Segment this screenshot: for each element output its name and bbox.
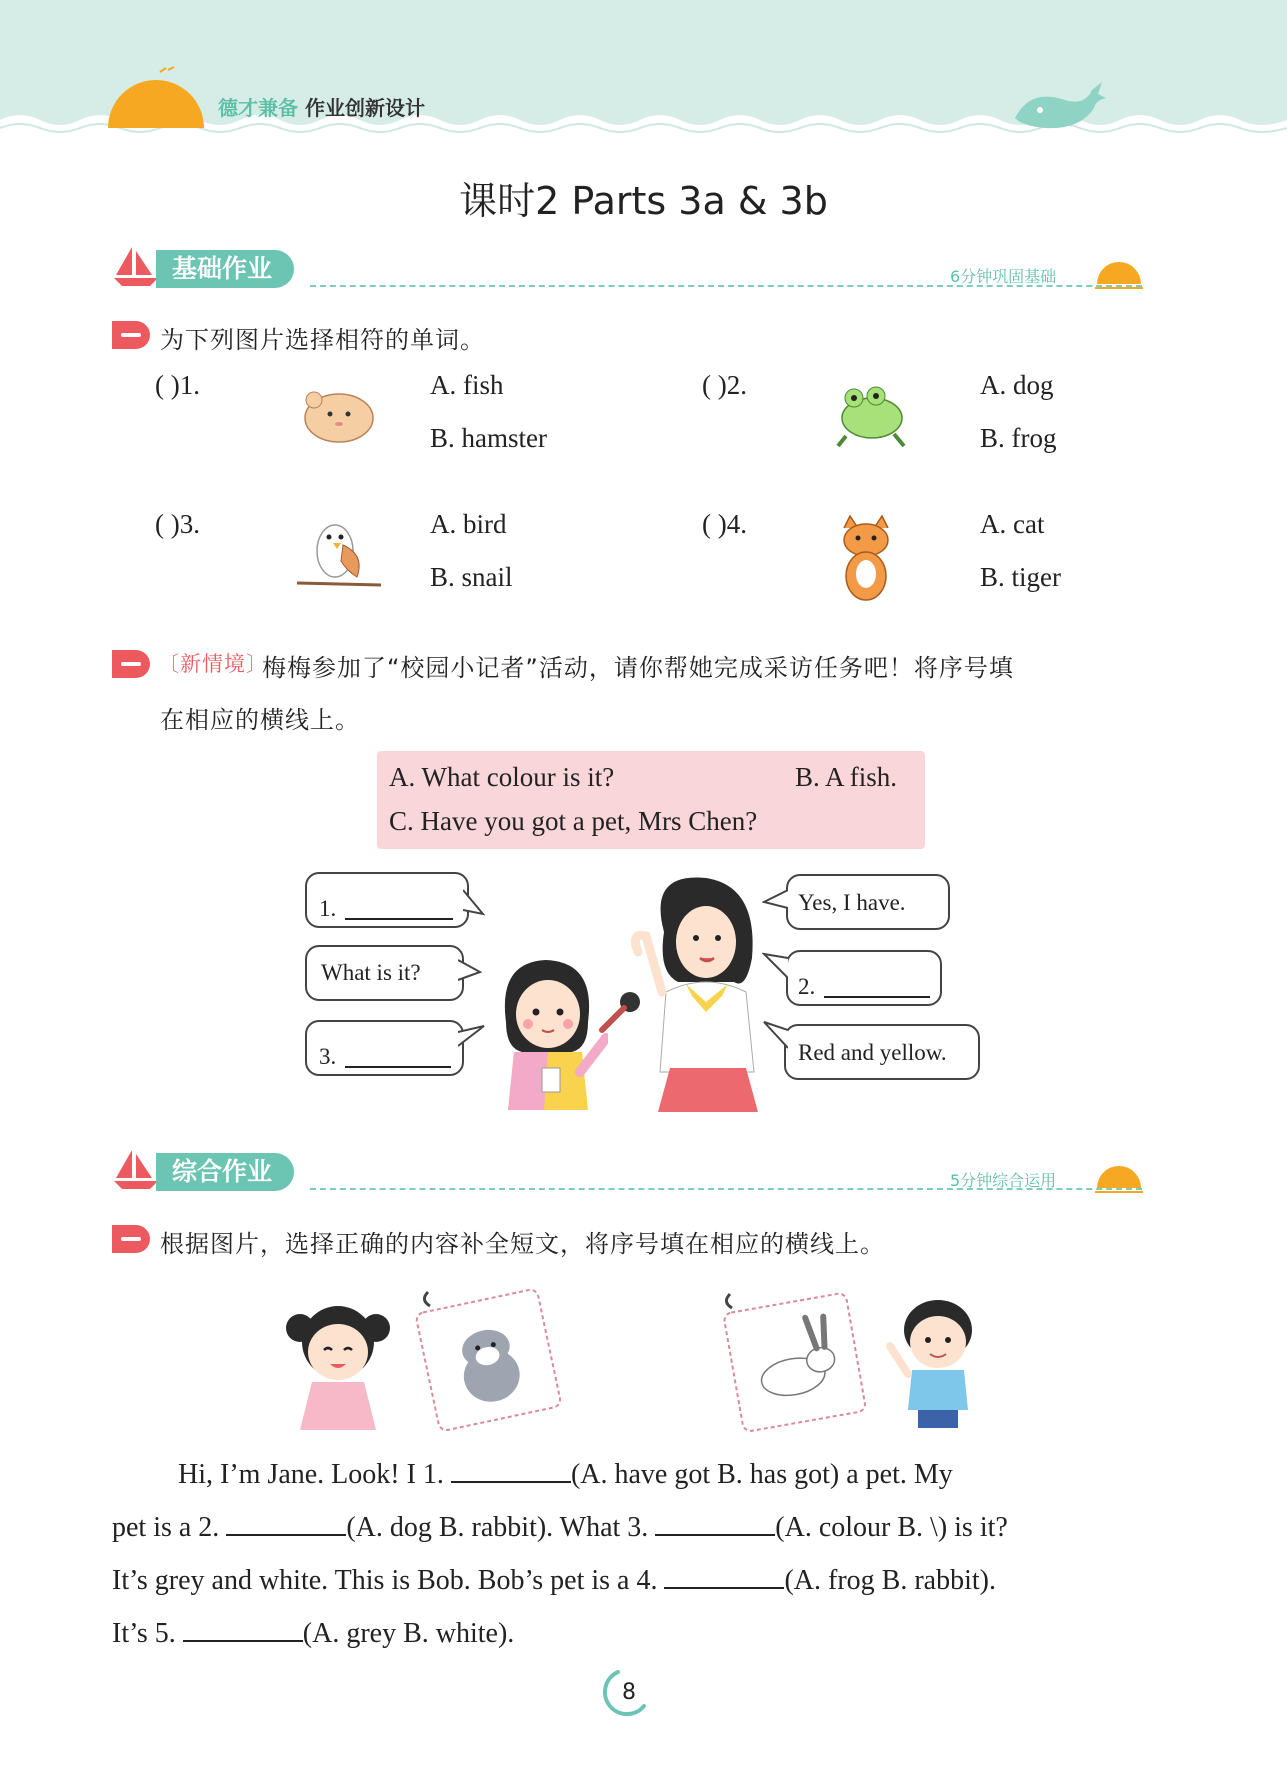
question-2-instruction-line2: 在相应的横线上。 <box>160 706 360 734</box>
passage-text: (A. dog B. rabbit). What 3. <box>346 1512 656 1543</box>
passage-line-1 <box>178 1448 1148 1501</box>
blank-4[interactable] <box>664 1561 784 1589</box>
bubble-tail <box>458 1024 486 1048</box>
small-sunset-icon <box>1093 254 1145 294</box>
speech-bubble-3 <box>305 1020 464 1076</box>
boy-bob-illustration <box>878 1290 988 1430</box>
passage-line-2 <box>112 1501 1152 1554</box>
passage-text: It’s 5. <box>112 1618 183 1649</box>
blank-1[interactable] <box>451 1455 571 1483</box>
girl-jane-illustration <box>282 1298 394 1434</box>
question-3-instruction: 根据图片，选择正确的内容补全短文，将序号填在相应的横线上。 <box>160 1230 885 1258</box>
blank-3[interactable] <box>655 1508 775 1536</box>
girl-reporter-illustration <box>488 952 608 1114</box>
option-4a: A. cat <box>980 509 1045 539</box>
bird-icon <box>295 505 383 593</box>
speech-bubble-2 <box>786 950 942 1006</box>
brand-title: 德才兼备 作业创新设计 <box>218 96 425 120</box>
question-badge-3 <box>112 1225 150 1253</box>
option-1a: A. fish <box>430 370 504 400</box>
answer-bracket-4[interactable]: ( )4. <box>702 509 747 539</box>
option-1b: B. hamster <box>430 423 547 453</box>
bubble-tail <box>458 958 482 984</box>
option-c: C. Have you got a pet, Mrs Chen? <box>389 806 758 836</box>
sailboat-icon <box>112 1148 160 1190</box>
blank-3-line[interactable] <box>345 1066 451 1068</box>
page-number: 8 <box>622 1680 636 1705</box>
blank-2[interactable] <box>226 1508 346 1536</box>
section-tag-basic: 基础作业 <box>156 250 294 288</box>
blank-1-label: 1. <box>319 896 337 921</box>
bubble-yes-text: Yes, I have. <box>798 890 906 915</box>
speech-bubble-1 <box>305 872 469 928</box>
option-a: A. What colour is it? <box>389 762 615 792</box>
blank-5[interactable] <box>183 1614 303 1642</box>
blank-2-line[interactable] <box>824 996 930 998</box>
mrs-chen-illustration <box>618 872 768 1114</box>
option-3b: B. snail <box>430 562 513 592</box>
question-2-instruction-line1: 梅梅参加了“校园小记者”活动，请你帮她完成采访任务吧！将序号填 <box>262 654 1014 682</box>
section-tag-comprehensive: 综合作业 <box>156 1153 294 1191</box>
option-3a: A. bird <box>430 509 507 539</box>
section-time-note: 5分钟综合运用 <box>950 1171 1057 1190</box>
blank-3-label: 3. <box>319 1044 337 1069</box>
speech-bubble-yes <box>786 874 950 930</box>
section-time-note: 6分钟巩固基础 <box>950 267 1057 286</box>
small-sunset-icon <box>1093 1158 1145 1198</box>
passage-text: (A. frog B. rabbit). <box>784 1565 996 1596</box>
option-4b: B. tiger <box>980 562 1061 592</box>
answer-bracket-1[interactable]: ( )1. <box>155 370 200 400</box>
passage-line-3 <box>112 1554 1152 1607</box>
question-badge-2 <box>112 650 150 678</box>
speech-bubble-what <box>305 945 464 1001</box>
passage-text: pet is a 2. <box>112 1512 227 1543</box>
sunset-icon <box>100 60 210 130</box>
frog-icon <box>828 378 916 450</box>
cat-icon <box>826 514 906 602</box>
passage-text: It’s grey and white. This is Bob. Bob’s pet is a 4. <box>112 1565 665 1596</box>
option-2a: A. dog <box>980 370 1054 400</box>
question-badge-1 <box>112 321 150 349</box>
sailboat-icon <box>112 245 160 287</box>
new-context-tag: 〔新情境〕 <box>158 652 268 676</box>
answer-bracket-2[interactable]: ( )2. <box>702 370 747 400</box>
bubble-red-text: Red and yellow. <box>798 1040 947 1065</box>
option-2b: B. frog <box>980 423 1057 453</box>
whale-icon <box>1010 78 1110 133</box>
passage-text: (A. colour B. \) is it? <box>775 1512 1008 1543</box>
passage-text: (A. grey B. white). <box>302 1618 515 1649</box>
answer-bracket-3[interactable]: ( )3. <box>155 509 200 539</box>
blank-1-line[interactable] <box>345 918 453 920</box>
passage-line-4 <box>112 1607 1152 1660</box>
cat-photo-card <box>408 1284 568 1432</box>
speech-bubble-red <box>784 1024 980 1080</box>
blank-2-label: 2. <box>798 974 816 999</box>
bubble-what-text: What is it? <box>321 960 421 985</box>
passage-text: (A. have got B. has got) a pet. My <box>570 1459 953 1490</box>
rabbit-photo-card <box>716 1284 876 1432</box>
option-b: B. A fish. <box>795 762 898 792</box>
page-title: 课时2 Parts 3a & 3b <box>459 179 828 223</box>
bubble-tail <box>463 888 485 918</box>
passage-text: Hi, I’m Jane. Look! I 1. <box>178 1459 451 1490</box>
question-1-instruction: 为下列图片选择相符的单词。 <box>160 326 485 354</box>
hamster-icon <box>300 378 378 448</box>
